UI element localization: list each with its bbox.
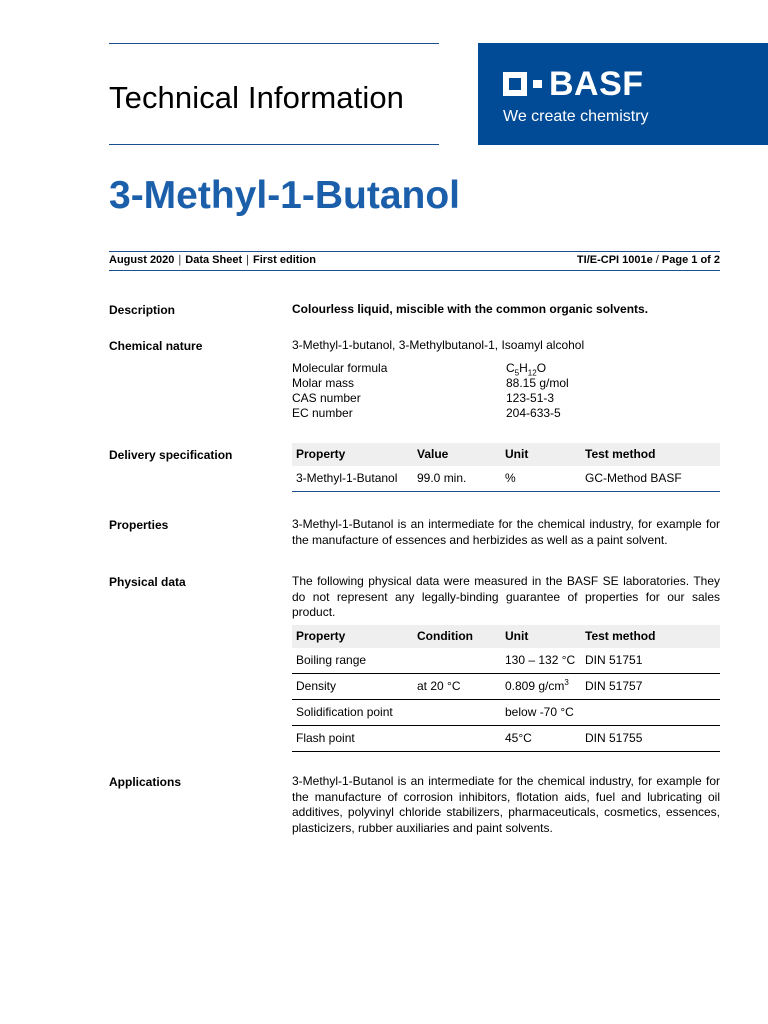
table-cell: DIN 51755	[581, 726, 720, 752]
basf-logo-wordmark: BASF	[549, 65, 644, 103]
table-header-cell: Condition	[413, 625, 501, 648]
chemical-data-key: Molar mass	[292, 376, 355, 390]
header-rule-bottom	[109, 144, 439, 145]
table-cell: 45°C	[501, 726, 581, 752]
table-header-cell: Test method	[581, 443, 720, 466]
delivery-spec-table-wrap	[292, 443, 720, 492]
table-cell: Boiling range	[292, 648, 413, 674]
meta-edition: First edition	[253, 254, 316, 266]
chemical-data-value: 204-633-5	[506, 406, 561, 420]
table-row	[292, 700, 720, 726]
chemical-data-key: CAS number	[292, 391, 361, 405]
chemical-data-row	[292, 391, 720, 406]
table-row	[292, 674, 720, 700]
table-cell: below -70 °C	[501, 700, 581, 726]
chemical-data-key: Molecular formula	[292, 361, 388, 375]
meta-date: August 2020	[109, 254, 175, 266]
table-cell: Flash point	[292, 726, 413, 752]
table-cell: DIN 51751	[581, 648, 720, 674]
chemical-data-row	[292, 376, 720, 391]
basf-logo	[478, 43, 768, 145]
meta-left	[109, 252, 316, 268]
header-rule-top	[109, 43, 439, 44]
table-header-cell: Unit	[501, 625, 581, 648]
physical-data-label: Physical data	[109, 575, 186, 589]
properties-label: Properties	[109, 518, 169, 532]
chemical-data-row	[292, 361, 720, 376]
properties-text: 3-Methyl-1-Butanol is an intermediate for the chemical industry, for example for the manufacture of essences and herbizides as well as a paint solvent.	[292, 517, 720, 547]
applications-text: 3-Methyl-1-Butanol is an intermediate for the chemical industry, for example for the manufacture of corrosion inhibitors, flotation aids, fuel and lubricating oil additives, polyvinyl chloride stabilizers, pharmaceuticals, cosmetics, essences, plasticizers, rubber auxiliaries and paint solvents.	[292, 774, 720, 835]
table-cell: Solidification point	[292, 700, 413, 726]
chemical-data-value: 123-51-3	[506, 391, 555, 405]
molecular-formula-value: $C_5H_{12}O$	[506, 361, 547, 378]
applications-label: Applications	[109, 775, 182, 789]
table-cell	[413, 700, 501, 726]
table-cell: %	[501, 466, 581, 492]
delivery-spec-label: Delivery specification	[109, 448, 233, 462]
table-cell: GC-Method BASF	[581, 466, 720, 492]
meta-separator: |	[246, 254, 249, 266]
table-cell: 99.0 min.	[413, 466, 501, 492]
chemical-data-value: 88.15 g/mol	[506, 376, 569, 390]
table-header-row	[292, 625, 720, 648]
table-cell: at 20 °C	[413, 674, 501, 700]
meta-page: Page 1 of 2	[661, 254, 720, 266]
chemical-data-list	[292, 361, 720, 421]
physical-data-table	[292, 625, 720, 752]
table-cell	[413, 726, 501, 752]
meta-doc-id: TI/E-CPI 1001e	[576, 254, 653, 266]
chemical-data-row	[292, 406, 720, 421]
physical-data-table-wrap	[292, 625, 720, 752]
meta-bar	[109, 252, 720, 270]
delivery-spec-table	[292, 443, 720, 492]
table-cell: Density	[292, 674, 413, 700]
table-header-cell: Unit	[501, 443, 581, 466]
table-header-cell: Property	[292, 625, 413, 648]
table-cell: 130 – 132 °C	[501, 648, 581, 674]
table-row	[292, 726, 720, 752]
meta-separator: |	[178, 254, 182, 266]
meta-doc-type: Data Sheet	[185, 254, 243, 266]
table-cell: DIN 51757	[581, 674, 720, 700]
meta-right: TI/E-CPI 1001e / Page 1 of 2	[576, 254, 720, 266]
table-header-cell: Test method	[581, 625, 720, 648]
table-cell	[581, 700, 720, 726]
description-text: Colourless liquid, miscible with the common organic solvents.	[292, 302, 649, 316]
document-heading: Technical Information	[109, 80, 405, 115]
chemical-data-key: EC number	[292, 406, 353, 420]
description-label: Description	[109, 303, 176, 317]
table-row	[292, 648, 720, 674]
table-header-cell: Value	[413, 443, 501, 466]
table-header-row	[292, 443, 720, 466]
physical-data-text: The following physical data were measured in the BASF SE laboratories. They do not represent any legally-binding guarantee of properties for our sales product.	[292, 574, 720, 619]
table-cell: 3-Methyl-1-Butanol	[292, 466, 413, 492]
table-row	[292, 466, 720, 492]
table-cell: 0.809 $g/cm^3$	[501, 674, 581, 700]
basf-logo-tagline: We create chemistry	[503, 108, 649, 125]
table-cell	[413, 648, 501, 674]
table-header-cell: Property	[292, 443, 413, 466]
meta-rule-bottom	[109, 270, 720, 271]
chemical-nature-names: 3-Methyl-1-butanol, 3-Methylbutanol-1, Isoamyl alcohol	[292, 338, 585, 352]
product-title: 3-Methyl-1-Butanol	[109, 174, 460, 217]
chemical-nature-label: Chemical nature	[109, 339, 203, 353]
